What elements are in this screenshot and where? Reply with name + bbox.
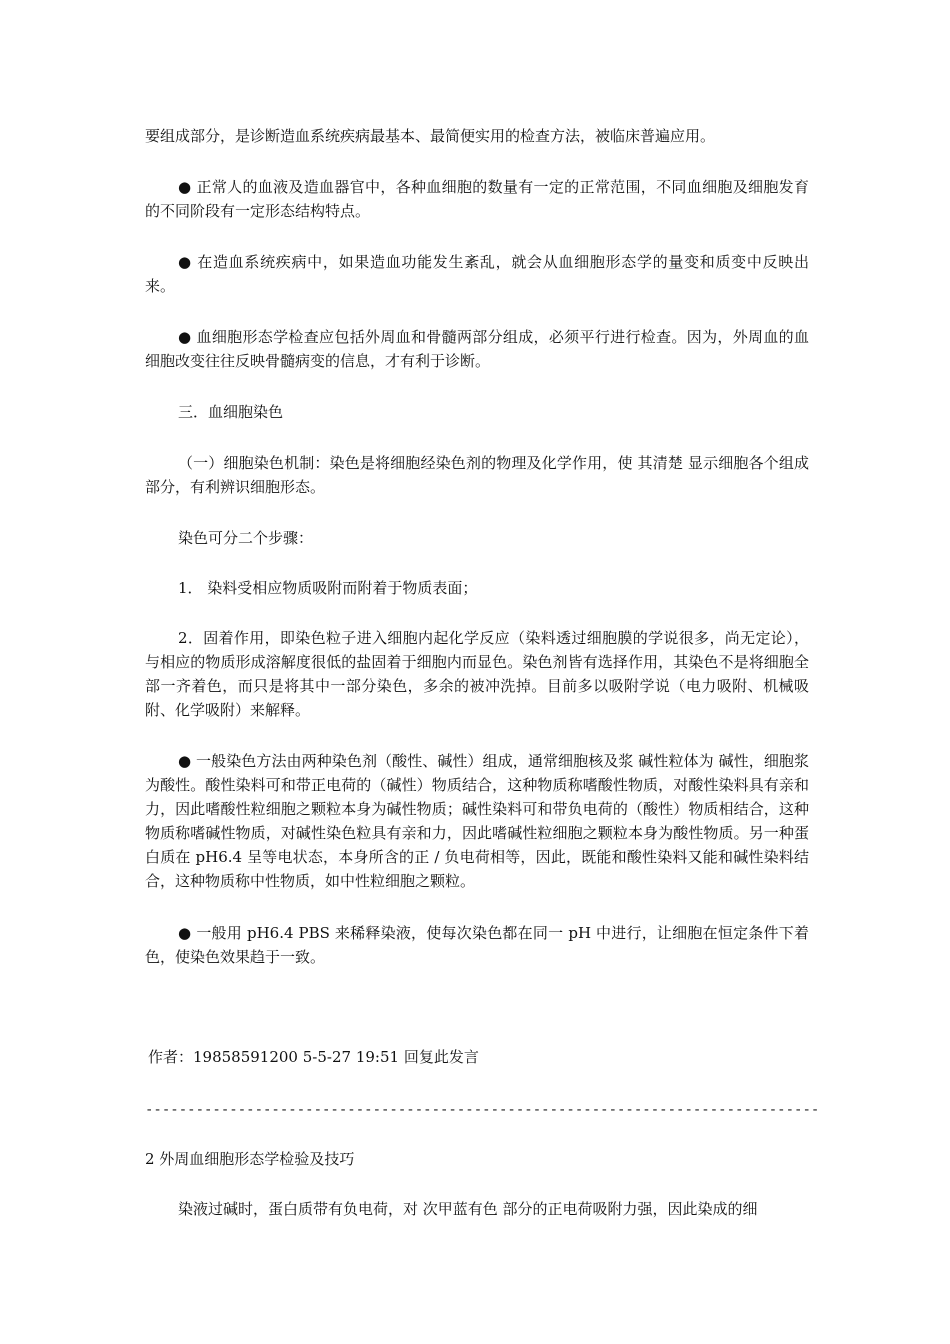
bullet-paragraph-staining-method: ● 一般染色方法由两种染色剂（酸性、碱性）组成，通常细胞核及浆 碱性粒体为 碱性，细胞浆为酸性。酸性染料可和带正电荷的（碱性）物质结合，这种物质称嗜酸性物质，对酸性染料具有亲和力，因此嗜酸性粒细胞之颗粒本身为碱性物质；碱性染料可和带负电荷的（酸性）物质相结合，这种物质称嗜碱性物质，对碱性染色粒具有亲和力，因此嗜碱性粒细胞之颗粒本身为酸性物质。另一种蛋白质在 pH6.4 呈等电状态，本身所含的正 / 负电荷相等，因此，既能和酸性染料又能和碱性染料结合，这种物质称中性物质，如中性粒细胞之颗粒。 <box>145 752 809 890</box>
step-one: 1． 染料受相应物质吸附而附着于物质表面； <box>178 579 478 597</box>
bullet-paragraph-ph: ● 一般用 pH6.4 PBS 来稀释染液，使每次染色都在同一 pH 中进行，让细胞在恒定条件下着色，使染色效果趋于一致。 <box>145 924 809 966</box>
section-title: 2 外周血细胞形态学检验及技巧 <box>145 1150 355 1168</box>
bullet-paragraph-disorder: ● 在造血系统疾病中，如果造血功能发生紊乱，就会从血细胞形态学的量变和质变中反映出来。 <box>145 253 809 295</box>
bullet-paragraph-exam: ● 血细胞形态学检查应包括外周血和骨髓两部分组成，必须平行进行检查。因为，外周血的血细胞改变往往反映骨髓病变的信息，才有利于诊断。 <box>145 328 809 370</box>
paragraph-two-steps: 染色可分二个步骤： <box>178 529 314 547</box>
bullet-paragraph-normal-range: ● 正常人的血液及造血器官中，各种血细胞的数量有一定的正常范围，不同血细胞及细胞发育的不同阶段有一定形态结构特点。 <box>145 178 809 220</box>
paragraph-continued: 染液过碱时，蛋白质带有负电荷，对 次甲蓝有色 部分的正电荷吸附力强，因此染成的细 <box>178 1200 758 1218</box>
section-heading-staining: 三．血细胞染色 <box>178 403 284 421</box>
step-two: 2．固着作用，即染色粒子进入细胞内起化学反应（染料透过细胞膜的学说很多，尚无定论），与相应的物质形成溶解度很低的盐固着于细胞内而显色。染色剂皆有选择作用，其染色不是将细胞全部一齐着色，而只是将其中一部分染色，多余的被冲洗掉。目前多以吸附学说（电力吸附、机械吸附、化学吸附）来解释。 <box>145 629 809 719</box>
divider-line: -------------------------------------------------------------------------------- <box>145 1102 820 1118</box>
author-line: 作者：19858591200 5-5-27 19:51 回复此发言 <box>148 1048 479 1066</box>
paragraph-intro: 要组成部分，是诊断造血系统疾病最基本、最简便实用的检查方法，被临床普遍应用。 <box>145 127 716 145</box>
paragraph-staining-mechanism: （一）细胞染色机制：染色是将细胞经染色剂的物理及化学作用，使 其清楚 显示细胞各个组成部分，有利辨识细胞形态。 <box>145 454 809 496</box>
